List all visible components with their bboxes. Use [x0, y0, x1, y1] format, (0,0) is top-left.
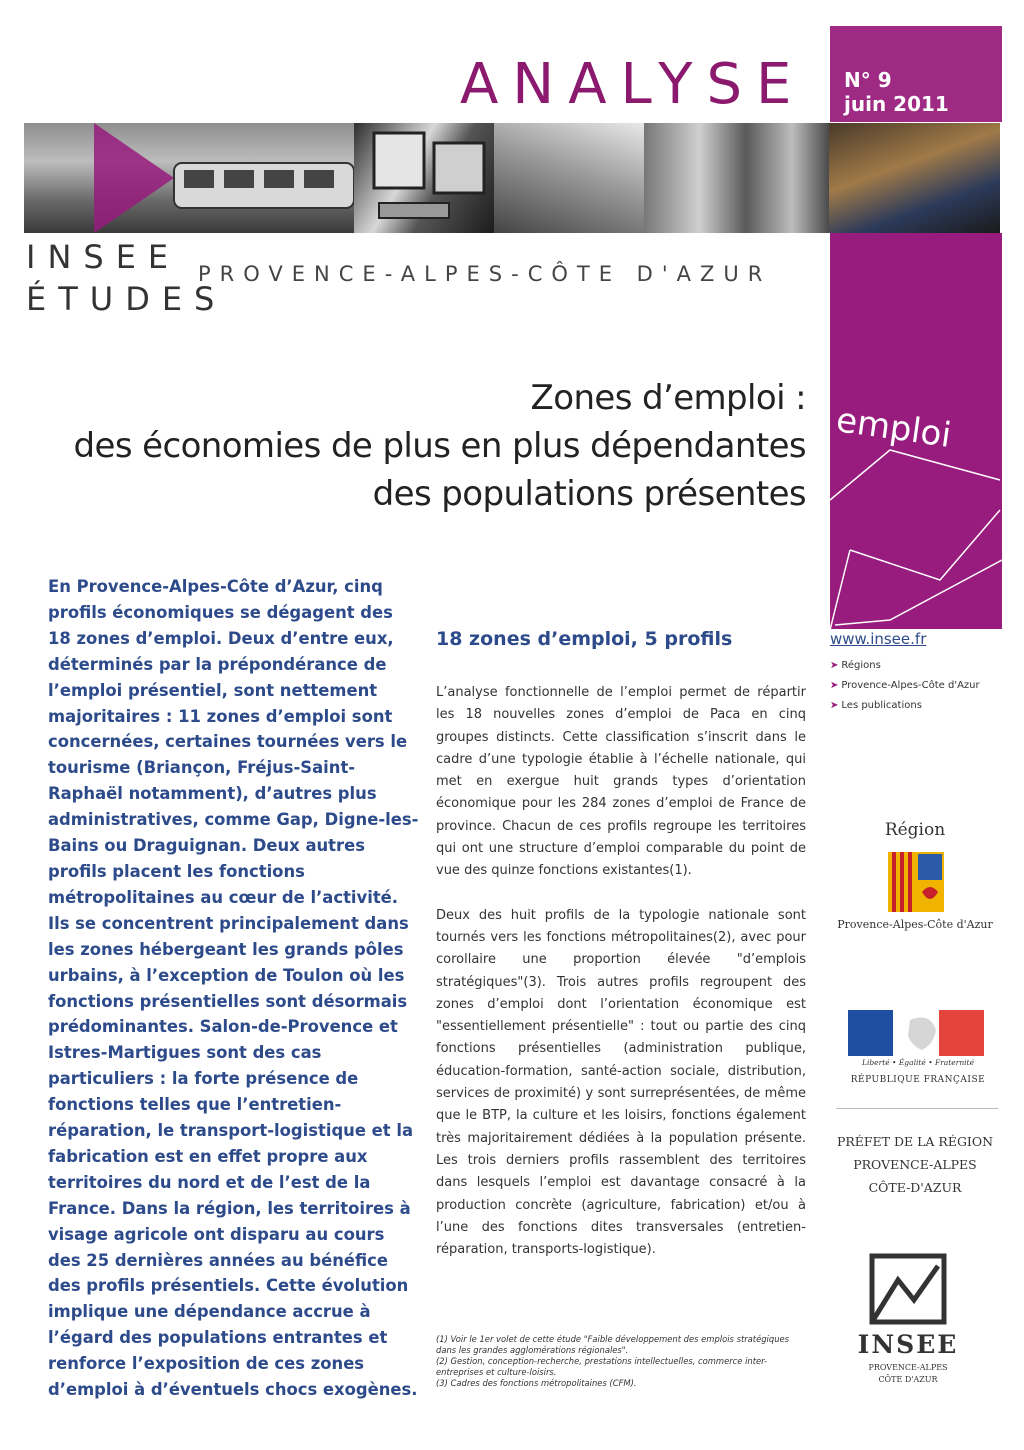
region-strip: PROVENCE-ALPES-CÔTE D'AZUR [198, 262, 772, 286]
corridor-photo [644, 123, 829, 233]
theme-graphic-icon [830, 440, 1002, 630]
region-name: Provence-Alpes-Côte d'Azur [837, 918, 993, 931]
photo-strip [24, 123, 1000, 233]
office-photo [494, 123, 644, 233]
footnote-2: (2) Gestion, conception-recherche, prestations intellectuelles, commerce inter-entreprises et culture-loisirs. [436, 1356, 768, 1377]
play-triangle-icon [94, 123, 174, 233]
website-link[interactable]: www.insee.fr [830, 630, 927, 648]
arrow-right-icon: ➤ [830, 660, 839, 671]
series-title: ANALYSE [460, 52, 806, 117]
computers-illustration [354, 123, 494, 233]
prefet-label [830, 1130, 1000, 1199]
insee-logo-icon [868, 1252, 948, 1326]
insee-name: INSEE [857, 1330, 959, 1359]
insee-region [852, 1362, 964, 1386]
section-heading: 18 zones d’emploi, 5 profils [436, 628, 733, 650]
republic-label: RÉPUBLIQUE FRANÇAISE [850, 1075, 986, 1085]
issue-number: N° 9 [844, 68, 892, 92]
body-text [436, 682, 806, 1283]
worker-photo [829, 123, 1000, 233]
tram-photo [24, 123, 354, 233]
region-label: Région [884, 820, 946, 840]
marianne-logo-icon [848, 1010, 984, 1056]
link-regions[interactable]: ➤ Régions [830, 660, 881, 671]
theme-label: emploi [833, 400, 954, 456]
arrow-right-icon: ➤ [830, 680, 839, 691]
link-paca[interactable]: ➤ Provence-Alpes-Côte d'Azur [830, 680, 980, 691]
brand-line-1: INSEE [26, 238, 181, 276]
divider [836, 1108, 998, 1109]
lead-paragraph: En Provence-Alpes-Côte d’Azur, cinq profils économiques se dégagent des 18 zones d’emploi. Deux d’entre eux, déterminés par la prépondérance de l’emploi présentiel, sont nettement majoritaires : 11 zones d’emploi sont concernées, certaines tournées vers le tourisme (Briançon, Fréjus-Saint-Raphaël notamment), d’autres plus administratives, comme Gap, Digne-les-Bains ou Draguignan. Deux autres profils placent les fonctions métropolitaines au cœur de l’activité. Ils se concentrent principalement dans les zones hébergeant les grands pôles urbains, à l’exception de Toulon où les fonctions présentielles sont désormais prédominantes. Salon-de-Provence et Istres-Martigues sont des cas particuliers : la forte présence de fonctions telles que l’entretien-réparation, le transport-logistique et la fabrication est en effet propre aux territoires du nord et de l’est de la France. Dans la région, les territoires à visage agricole ont disparu au cours des 25 dernières années au bénéfice des profils présentiels. Cette évolution implique une dépendance accrue à l’égard des populations entrantes et renforce l’exposition de ces zones d’emploi à d’éventuels chocs exogènes. [48, 577, 419, 1400]
arrow-right-icon: ➤ [830, 700, 839, 711]
link-publications[interactable]: ➤ Les publications [830, 700, 922, 711]
body-paragraph-1: L’analyse fonctionnelle de l’emploi permet de répartir les 18 nouvelles zones d’emploi de Paca en cinq groupes distincts. Cette classification s’inscrit dans le cadre d’une typologie établie à l’échelle nationale, qui met en exergue huit grands types d’orientation économique pour les 284 zones d’emploi de France de province. Chacun de ces profils regroupe les territoires qui ont une structure d’emploi comparable du point de vue des quinze fonctions existantes(1). [436, 685, 806, 879]
prefet-line-1: PRÉFET DE LA RÉGION [836, 1134, 994, 1149]
footnote-3: (3) Cadres des fonctions métropolitaines (CFM). [436, 1378, 637, 1388]
title-line-1: Zones d’emploi : [530, 378, 806, 418]
site-links [830, 656, 980, 716]
brand-wordmark [26, 236, 226, 320]
region-emblem-icon [888, 852, 944, 912]
body-paragraph-2: Deux des huit profils de la typologie nationale sont tournés vers les fonctions métropolitaines(2), avec pour corollaire une proportion élevée "d’emplois stratégiques"(3). Trois autres profils regroupent des zones d’emploi dont l’orientation économique est "essentiellement présentielle" : tout ou partie des cinq fonctions présentielles (administration publique, éducation-formation, santé-action sociale, distribution, services de proximité) y sont surreprésentées, de même que le BTP, la culture et les loisirs, fonctions également très majoritairement dédiées à la population présente. Les trois derniers profils rassemblent des territoires dans lesquels l’emploi est davantage consacré à la production concrète (agriculture, fabrication) et/ou à l’une des fonctions dites transversales (entretien-réparation, transports-logistique). [436, 907, 806, 1258]
issue-box [830, 26, 1002, 122]
brand-line-2: ÉTUDES [26, 280, 227, 318]
computers-photo [354, 123, 494, 233]
issue-date: juin 2011 [844, 92, 949, 116]
republic-motto: Liberté • Égalité • Fraternité [861, 1058, 975, 1067]
title-line-2: des économies de plus en plus dépendantes [73, 426, 806, 466]
main-title [74, 374, 806, 518]
prefet-line-2: PROVENCE-ALPES [853, 1157, 977, 1172]
title-line-3: des populations présentes [372, 474, 806, 514]
tram-illustration [24, 123, 354, 233]
footnote-1: (1) Voir le 1er volet de cette étude "Faible développement des emplois stratégiques dans les grandes agglomérations régionales". [436, 1334, 790, 1355]
insee-region-line-1: PROVENCE-ALPES [868, 1363, 948, 1372]
prefet-line-3: CÔTE-D'AZUR [868, 1180, 962, 1195]
footnotes [436, 1334, 806, 1389]
insee-region-line-2: CÔTE D'AZUR [878, 1375, 938, 1384]
